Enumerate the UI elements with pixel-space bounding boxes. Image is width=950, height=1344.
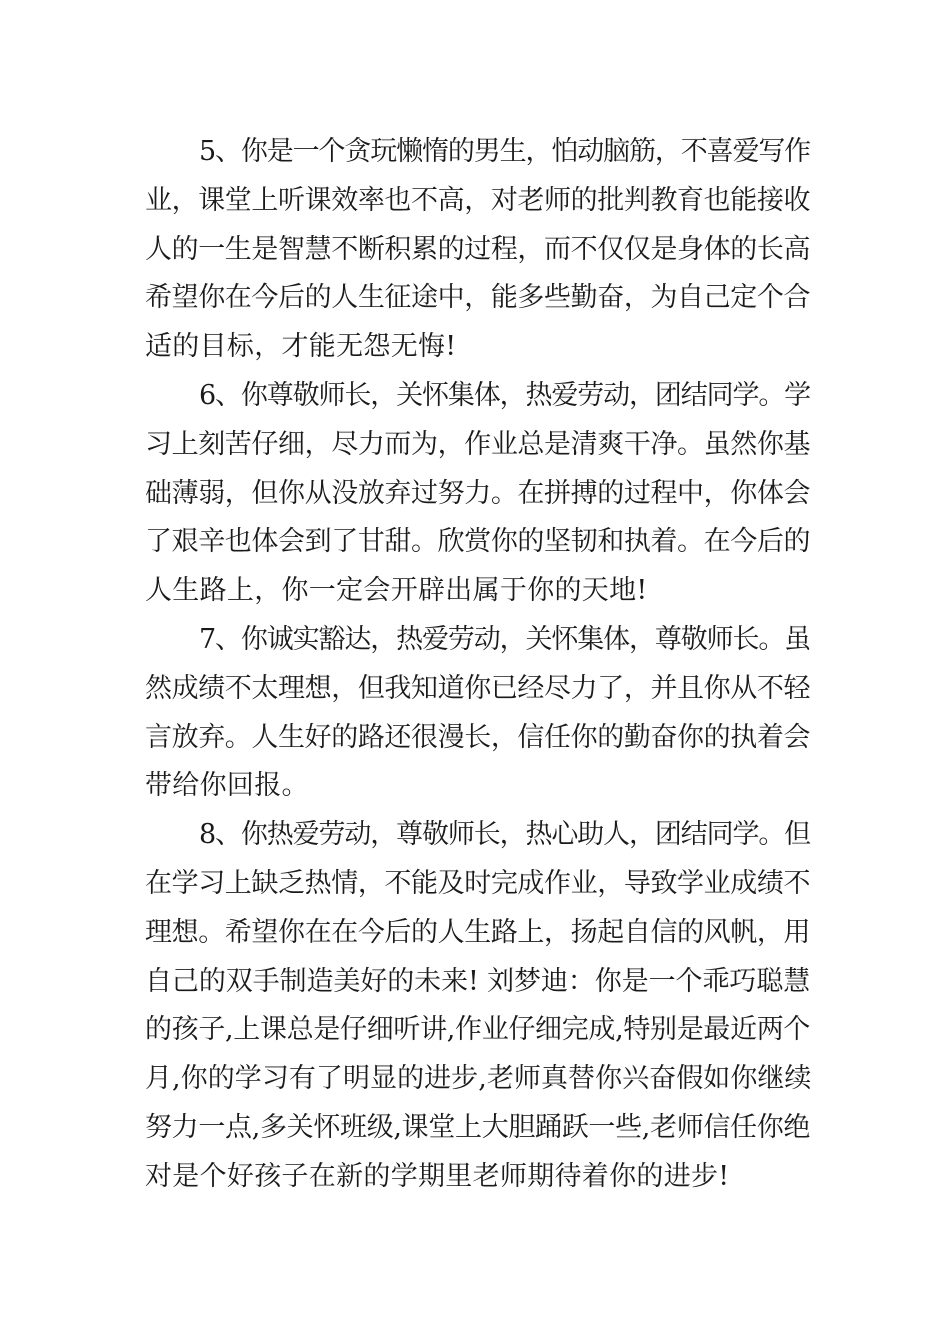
text-line: 在学习上缺乏热情，不能及时完成作业，导致学业成绩不 [145, 867, 810, 899]
text-line: 带给你回报。 [145, 770, 309, 802]
text-line: 努力一点,多关怀班级,课堂上大胆踊跃一些,老师信任你绝 [145, 1111, 810, 1143]
paragraph-7 [145, 616, 810, 811]
text-line: 了艰辛也体会到了甘甜。欣赏你的坚韧和执着。在今后的 [145, 526, 810, 558]
text-line: 言放弃。人生好的路还很漫长，信任你的勤奋你的执着会 [145, 721, 810, 753]
text-line: 7、你诚实豁达，热爱劳动，关怀集体，尊敬师长。虽 [199, 623, 810, 655]
text-line: 人生路上，你一定会开辟出属于你的天地! [145, 575, 648, 607]
text-line: 6、你尊敬师长，关怀集体，热爱劳动，团结同学。学 [199, 379, 810, 411]
text-line: 希望你在今后的人生征途中，能多些勤奋，为自己定个合 [145, 282, 810, 314]
text-line: 习上刻苦仔细，尽力而为，作业总是清爽干净。虽然你基 [145, 428, 810, 460]
paragraph-6 [145, 372, 810, 616]
text-line: 业，课堂上听课效率也不高，对老师的批判教育也能接收 [145, 184, 810, 216]
paragraph-5 [145, 128, 810, 372]
document-body [145, 128, 810, 1202]
text-line: 的孩子,上课总是仔细听讲,作业仔细完成,特别是最近两个 [145, 1014, 810, 1046]
text-line: 理想。希望你在在今后的人生路上，扬起自信的风帆，用 [145, 916, 810, 948]
text-line: 然成绩不太理想，但我知道你已经尽力了，并且你从不轻 [145, 672, 810, 704]
text-line: 人的一生是智慧不断积累的过程，而不仅仅是身体的长高 [145, 233, 810, 265]
text-line: 月,你的学习有了明显的进步,老师真替你兴奋假如你继续 [145, 1063, 812, 1095]
text-line: 对是个好孩子在新的学期里老师期待着你的进步! [145, 1160, 730, 1192]
text-line: 自己的双手制造美好的未来! 刘梦迪：你是一个乖巧聪慧 [145, 965, 810, 997]
text-line: 适的目标，才能无怨无悔! [145, 331, 457, 363]
text-line: 5、你是一个贪玩懒惰的男生，怕动脑筋，不喜爱写作 [199, 136, 810, 167]
text-line: 8、你热爱劳动，尊敬师长，热心助人，团结同学。但 [199, 819, 810, 851]
text-line: 础薄弱，但你从没放弃过努力。在拼搏的过程中，你体会 [145, 477, 810, 509]
paragraph-8 [145, 811, 810, 1201]
